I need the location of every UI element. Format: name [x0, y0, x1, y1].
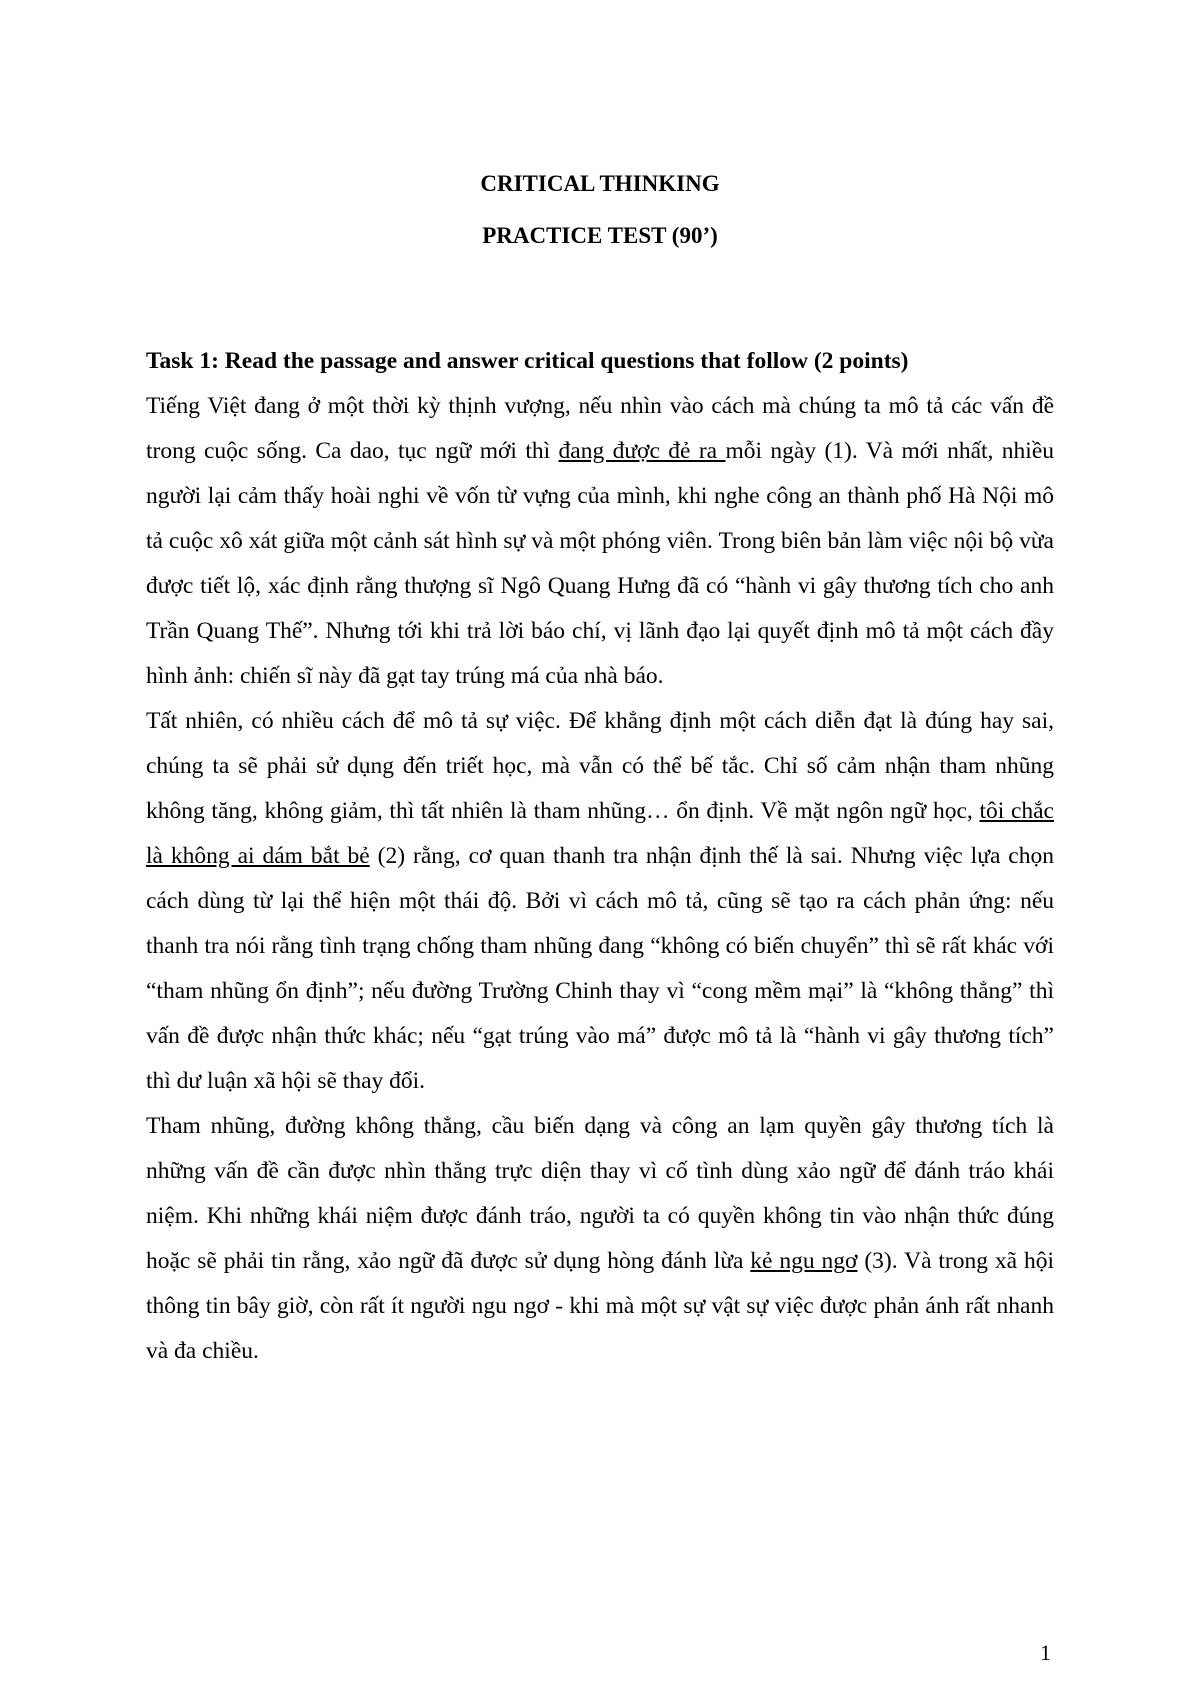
task-1-heading: Task 1: Read the passage and answer critical questions that follow (2 points) — [146, 348, 909, 374]
underlined-phrase-1: đang được đẻ ra — [558, 438, 726, 464]
passage-paragraph-1 — [146, 384, 1054, 699]
underlined-phrase-2: tôi chắc là không ai dám bắt bẻ — [146, 798, 1054, 869]
underlined-phrase-3: kẻ ngu ngơ — [750, 1248, 858, 1274]
paragraph-3-text-b: (3). Và trong xã hội thông tin bây giờ, còn rất ít người ngu ngơ - khi mà một sự vật sự việc được phản ánh rất nhanh và đa chiều. — [146, 1248, 1054, 1364]
task-1-section — [146, 339, 1054, 1374]
title-block — [0, 158, 1200, 262]
document-subtitle: PRACTICE TEST (90’) — [482, 223, 718, 248]
page-number: 1 — [1040, 1640, 1051, 1665]
passage-paragraph-3 — [146, 1104, 1054, 1374]
passage-paragraph-2 — [146, 699, 1054, 1104]
paragraph-1-text-a: Tiếng Việt đang ở một thời kỳ thịnh vượng, nếu nhìn vào cách mà chúng ta mô tả các vấn đề trong cuộc sống. Ca dao, tục ngữ mới thì — [146, 393, 1054, 464]
paragraph-1-text-b: mỗi ngày (1). Và mới nhất, nhiều người lại cảm thấy hoài nghi về vốn từ vựng của mình, khi nghe công an thành phố Hà Nội mô tả cuộc xô xát giữa một cảnh sát hình sự và một phóng viên. Trong biên bản làm việc nội bộ vừa được tiết lộ, xác định rằng thượng sĩ Ngô Quang Hưng đã có “hành vi gây thương tích cho anh Trần Quang Thế”. Nhưng tới khi trả lời báo chí, vị lãnh đạo lại quyết định mô tả một cách đầy hình ảnh: chiến sĩ này đã gạt tay trúng má của nhà báo. — [146, 438, 1055, 689]
paragraph-3-text-a: Tham nhũng, đường không thẳng, cầu biến dạng và công an lạm quyền gây thương tích là những vấn đề cần được nhìn thẳng trực diện thay vì cố tình dùng xảo ngữ để đánh tráo khái niệm. Khi những khái niệm được đánh tráo, người ta có quyền không tin vào nhận thức đúng hoặc sẽ phải tin rằng, xảo ngữ đã được sử dụng hòng đánh lừa — [146, 1113, 1054, 1274]
document-title: CRITICAL THINKING — [480, 171, 720, 196]
paragraph-2-text-a: Tất nhiên, có nhiều cách để mô tả sự việc. Để khẳng định một cách diễn đạt là đúng hay sai, chúng ta sẽ phải sử dụng đến triết học, mà vẫn có thể bế tắc. Chỉ số cảm nhận tham nhũng không tăng, không giảm, thì tất nhiên là tham nhũng… ổn định. Về mặt ngôn ngữ học, — [146, 708, 1054, 824]
paragraph-2-text-b: (2) rằng, cơ quan thanh tra nhận định thế là sai. Nhưng việc lựa chọn cách dùng từ lại thể hiện một thái độ. Bởi vì cách mô tả, cũng sẽ tạo ra cách phản ứng: nếu thanh tra nói rằng tình trạng chống tham nhũng đang “không có biến chuyển” thì sẽ rất khác với “tham nhũng ổn định”; nếu đường Trường Chinh thay vì “cong mềm mại” là “không thẳng” thì vấn đề được nhận thức khác; nếu “gạt trúng vào má” được mô tả là “hành vi gây thương tích” thì dư luận xã hội sẽ thay đổi. — [146, 843, 1054, 1094]
